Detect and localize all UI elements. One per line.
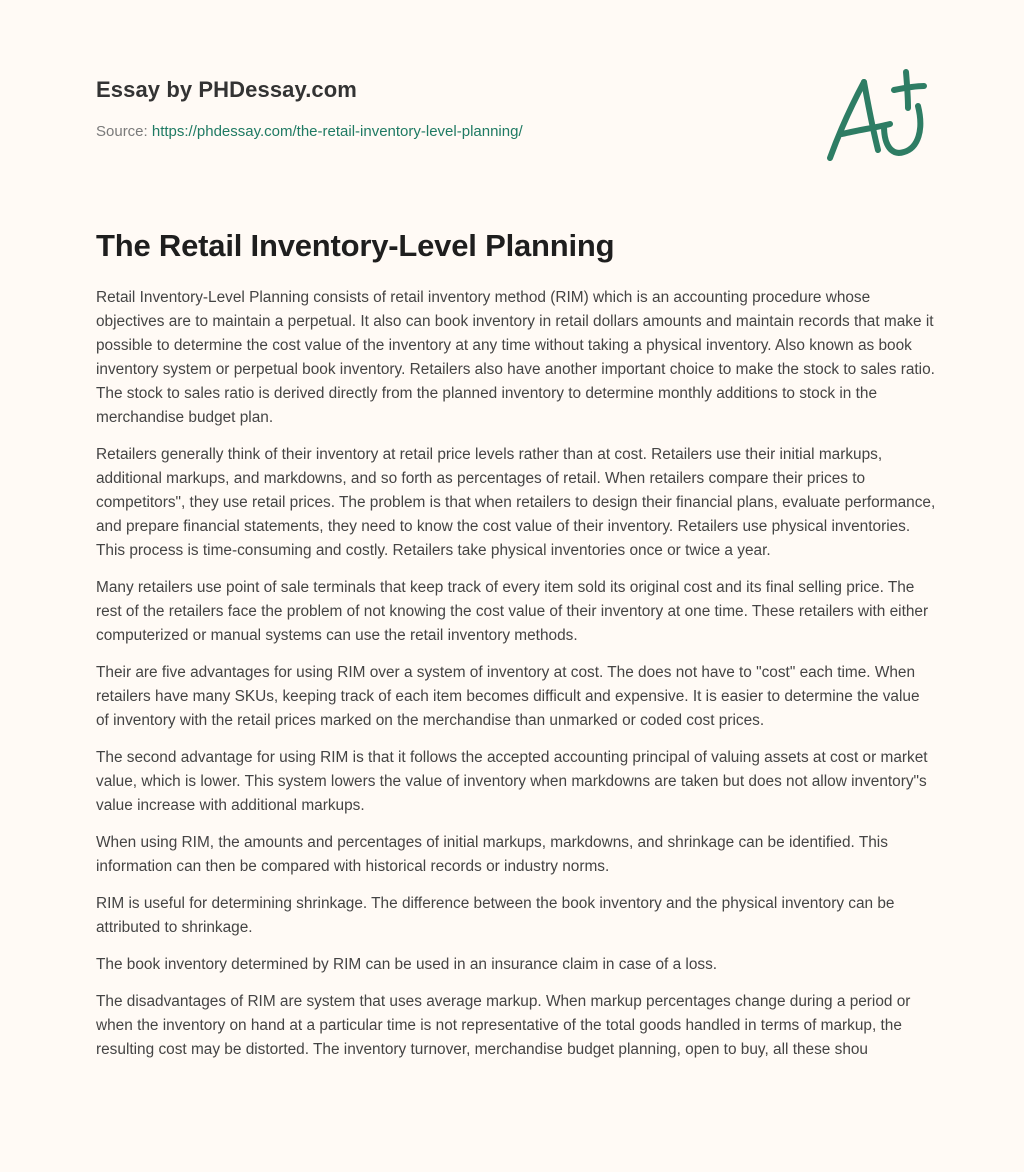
essay-title: The Retail Inventory-Level Planning bbox=[96, 228, 615, 263]
essay-body bbox=[96, 286, 936, 1075]
essay-paragraph: Many retailers use point of sale terminals that keep track of every item sold its original cost and its final selling price. The rest of the retailers face the problem of not knowing the cost value of their inventory at one time. These retailers with either computerized or manual systems can use the retail inventory methods. bbox=[96, 579, 929, 644]
essay-paragraph: The second advantage for using RIM is that it follows the accepted accounting principal of valuing assets at cost or market value, which is lower. This system lowers the value of inventory when markdowns are taken but does not allow inventory"s value increase with additional markups. bbox=[96, 749, 928, 814]
essay-paragraph: Retail Inventory-Level Planning consists of retail inventory method (RIM) which is an accounting procedure whose objectives are to maintain a perpetual. It also can book inventory in retail dollars amounts and maintain records that make it possible to determine the cost value of the inventory at any time without taking a physical inventory. Also known as book inventory system or perpetual book inventory. Retailers also have another important choice to make the stock to sales ratio. The stock to sales ratio is derived directly from the planned inventory to determine monthly additions to stock in the merchandise budget plan. bbox=[96, 289, 935, 426]
essay-paragraph: Their are five advantages for using RIM over a system of inventory at cost. The does not have to "cost" each time. When retailers have many SKUs, keeping track of each item becomes difficult and expensive. It is easier to determine the value of inventory with the retail prices marked on the merchandise than unmarked or coded cost prices. bbox=[96, 664, 920, 729]
source-link[interactable]: https://phdessay.com/the-retail-inventory-level-planning/ bbox=[151, 123, 523, 140]
page-header bbox=[96, 74, 936, 142]
essay-paragraph: Retailers generally think of their inventory at retail price levels rather than at cost. Retailers use their initial markups, additional markups, and markdowns, and so forth as percentages of retail. When retailers compare their prices to competitors", they use retail prices. The problem is that when retailers to design their financial plans, evaluate performance, and prepare financial statements, they need to know the cost value of their inventory. Retailers use physical inventories. This process is time-consuming and costly. Retailers take physical inventories once or twice a year. bbox=[96, 446, 936, 559]
essay-paragraph: The disadvantages of RIM are system that uses average markup. When markup percentages change during a period or when the inventory on hand at a particular time is not representative of the total goods handled in terms of markup, the resulting cost may be distorted. The inventory turnover, merchandise budget planning, open to buy, all these shou bbox=[96, 993, 911, 1058]
a-plus-grade-icon bbox=[818, 64, 938, 168]
source-line bbox=[96, 122, 936, 142]
essay-paragraph: When using RIM, the amounts and percentages of initial markups, markdowns, and shrinkage can be identified. This information can then be compared with historical records or industry norms. bbox=[96, 834, 888, 875]
source-label: Source: bbox=[96, 123, 152, 140]
essay-paragraph: RIM is useful for determining shrinkage. The difference between the book inventory and the physical inventory can be attributed to shrinkage. bbox=[96, 895, 895, 936]
essay-paragraph: The book inventory determined by RIM can be used in an insurance claim in case of a loss. bbox=[96, 956, 718, 973]
site-title: Essay by PHDessay.com bbox=[96, 77, 357, 102]
